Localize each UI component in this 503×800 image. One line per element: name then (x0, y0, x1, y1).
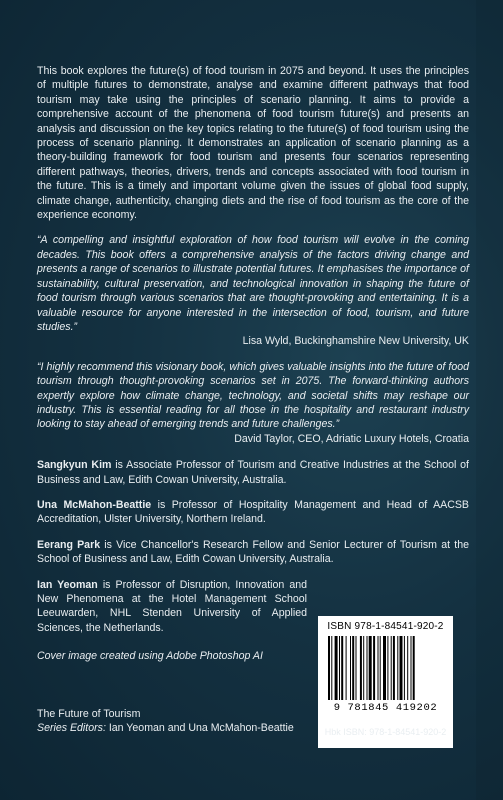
spine-edge (476, 0, 503, 800)
isbn-label: ISBN 978-1-84541-920-2 (327, 621, 444, 632)
barcode-bars (328, 636, 443, 700)
series-editors-label: Series Editors: (37, 722, 106, 734)
author-bio (37, 498, 469, 527)
barcode-digits: 9 781845 419202 (333, 702, 438, 714)
author-bio (37, 538, 469, 567)
author-bio-text: is Vice Chancellor's Research Fellow and Senior Lecturer of Tourism at the School of Business and Law, Edith Cowan University, Australia. (37, 538, 469, 566)
series-editors (37, 721, 294, 735)
author-bio (37, 458, 469, 487)
author-bio-text: is Professor of Disruption, Innovation and New Phenomena at the Hotel Management School Leeuwarden, NHL Stenden University of Applied Sciences, the Netherlands. (37, 578, 307, 634)
author-bio (37, 578, 307, 636)
author-bio-text: is Associate Professor of Tourism and Creative Industries at the School of Business and Law, Edith Cowan University, Australia. (37, 459, 469, 486)
quote-text: “A compelling and insightful exploration of how food tourism will evolve in the coming decades. This book offers a comprehensive analysis of the factors driving change and presents a range of scenarios to illustrate potential futures. It emphasises the importance of sustainability, cultural preservation, and technological innovation in shaping the future of food tourism through various scenarios that are thought-provoking and entertaining. It is a valuable resource for anyone interested in the intersection of food, tourism, and future studies.” (37, 234, 469, 333)
series-info (37, 707, 294, 735)
series-title: The Future of Tourism (37, 708, 141, 720)
author-name: Eerang Park (37, 538, 101, 551)
quote-text: “I highly recommend this visionary book, which gives valuable insights into the future of food tourism through thought-provoking scenarios set in 2075. The forward-thinking authors expertly explore how climate change, technology, and societal shifts may reshape our industry. This is essential reading for all those in the hospitality and restaurant industry looking to stay ahead of emerging trends and future challenges.” (37, 360, 469, 431)
author-bio-text: is Professor of Hospitality Management and Head of AACSB Accreditation, Ulster University, Northern Ireland. (37, 498, 469, 526)
author-name: Sangkyun Kim (37, 459, 112, 472)
author-name: Ian Yeoman (37, 578, 98, 591)
endorsement-quote (37, 360, 469, 446)
back-cover-text (37, 64, 469, 664)
book-description: This book explores the future(s) of food tourism in 2075 and beyond. It uses the principles of multiple futures to demonstrate, analyse and examine different pathways that food tourism may take using the principles of scenario planning. It aims to provide a comprehensive account of the phenomena of food tourism future(s) and presents an analysis and discussion on the key topics relating to the future(s) of food tourism using the process of scenario planning. It demonstrates an application of scenario planning as a theory-building framework for food tourism and presents four scenarios representing different pathways, theories, drivers, trends and concepts associated with food tourism in the future. This is a timely and important volume given the issues of global food supply, climate change, authenticity, changing diets and the rise of food tourism as the core of the experience economy. (37, 65, 469, 222)
series-editors-names: Ian Yeoman and Una McMahon-Beattie (105, 722, 294, 734)
quote-attribution: David Taylor, CEO, Adriatic Luxury Hotels, Croatia (234, 432, 469, 445)
hardback-isbn: Hbk ISBN: 978-1-84541-920-2 (324, 727, 447, 737)
quote-attribution: Lisa Wyld, Buckinghamshire New University, UK (242, 335, 469, 348)
cover-image-credit: Cover image created using Adobe Photoshop AI (37, 650, 263, 663)
author-name: Una McMahon-Beattie (37, 498, 152, 511)
endorsement-quote (37, 233, 469, 348)
